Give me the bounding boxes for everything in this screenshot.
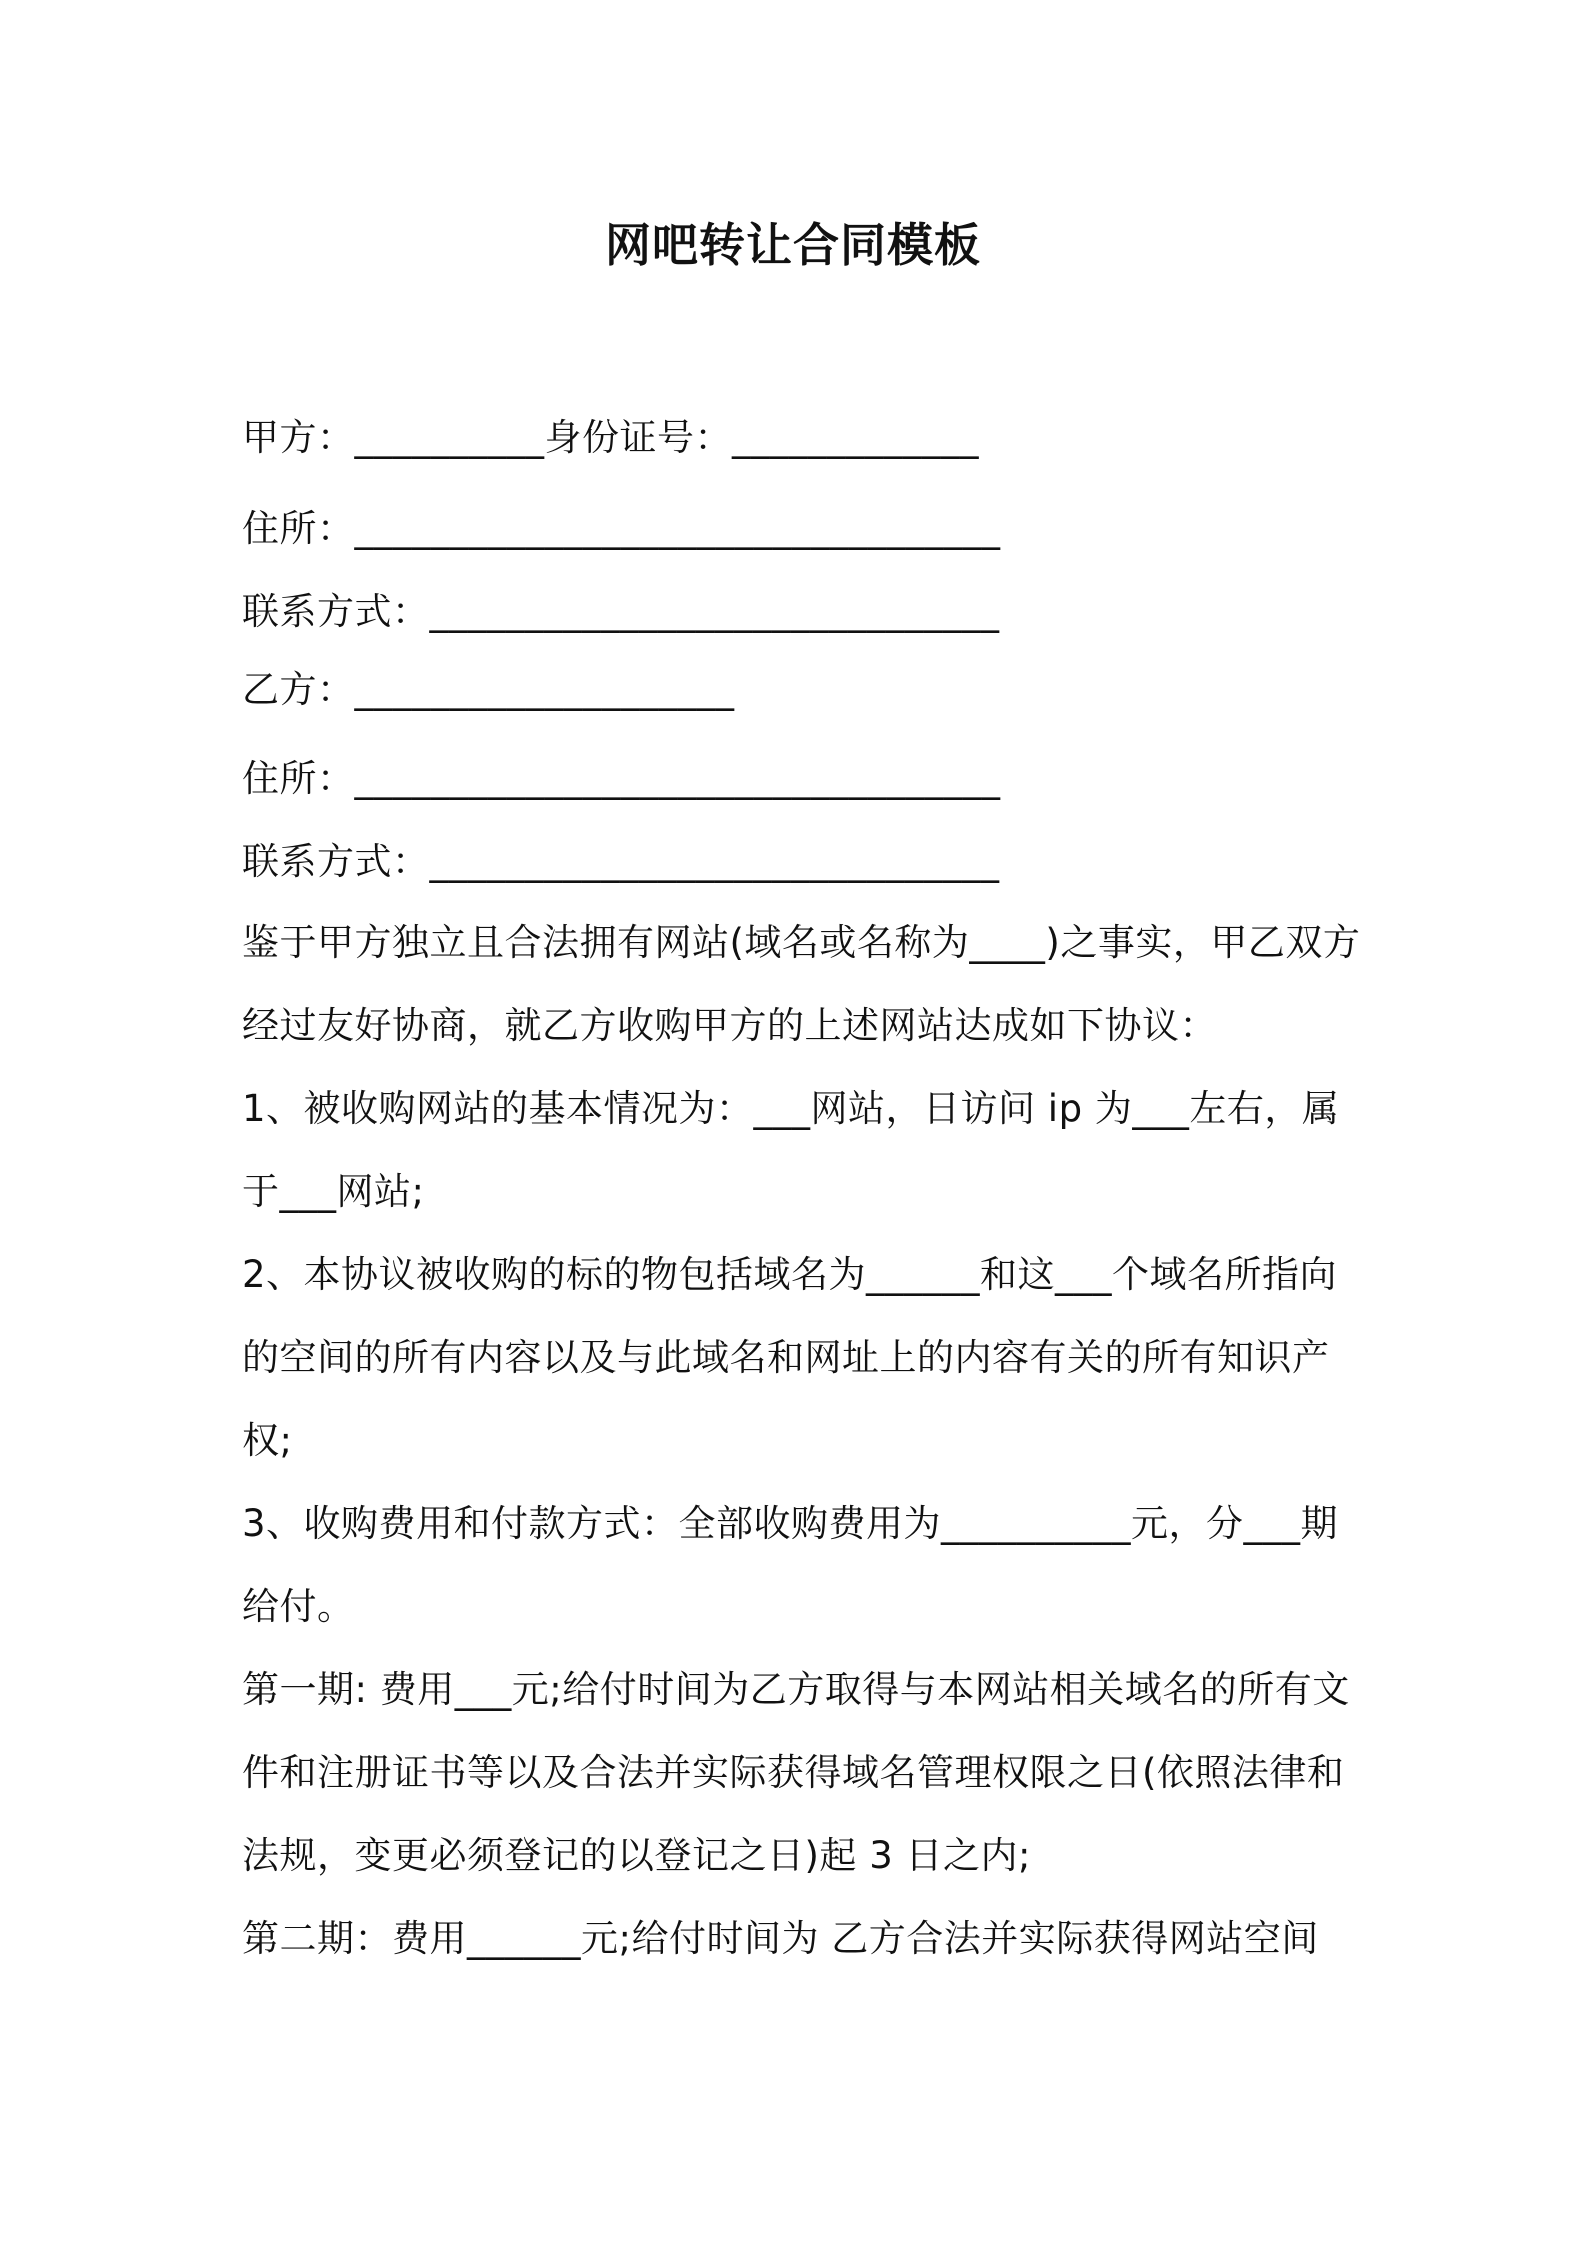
clause-1-line: 1、被收购网站的基本情况为：___网站，日访问 ip 为___左右，属 (242, 1087, 1340, 1130)
party-a-address-line: 住所：__________________________________ (242, 507, 1001, 550)
document-title: 网吧转让合同模板 (605, 218, 981, 272)
clause-3-line: 给付。 (242, 1585, 355, 1628)
payment-phase-1-line: 件和注册证书等以及合法并实际获得域名管理权限之日(依照法律和 (242, 1751, 1345, 1794)
party-b-address-line: 住所：__________________________________ (242, 757, 1001, 800)
body-line: 鉴于甲方独立且合法拥有网站(域名或名称为____)之事实，甲乙双方 (242, 921, 1361, 964)
party-b-contact-line: 联系方式：______________________________ (242, 840, 1000, 883)
body-line: 经过友好协商，就乙方收购甲方的上述网站达成如下协议： (242, 1004, 1217, 1047)
clause-2-line: 权; (242, 1419, 293, 1462)
party-b-name-line: 乙方：____________________ (242, 668, 735, 711)
clause-2-line: 的空间的所有内容以及与此域名和网址上的内容有关的所有知识产 (242, 1336, 1330, 1379)
payment-phase-1-line: 第一期: 费用___元;给付时间为乙方取得与本网站相关域名的所有文 (242, 1668, 1350, 1711)
payment-phase-2-line: 第二期：费用______元;给付时间为 乙方合法并实际获得网站空间 (242, 1917, 1319, 1960)
clause-2-line: 2、本协议被收购的标的物包括域名为______和这___个域名所指向 (242, 1253, 1338, 1296)
clause-3-line: 3、收购费用和付款方式：全部收购费用为__________元，分___期 (242, 1502, 1339, 1545)
clause-1-line: 于___网站; (242, 1170, 425, 1213)
party-a-contact-line: 联系方式：______________________________ (242, 590, 1000, 633)
payment-phase-1-line: 法规，变更必须登记的以登记之日)起 3 日之内; (242, 1834, 1031, 1877)
party-a-name-line: 甲方：__________身份证号：_____________ (242, 416, 979, 459)
